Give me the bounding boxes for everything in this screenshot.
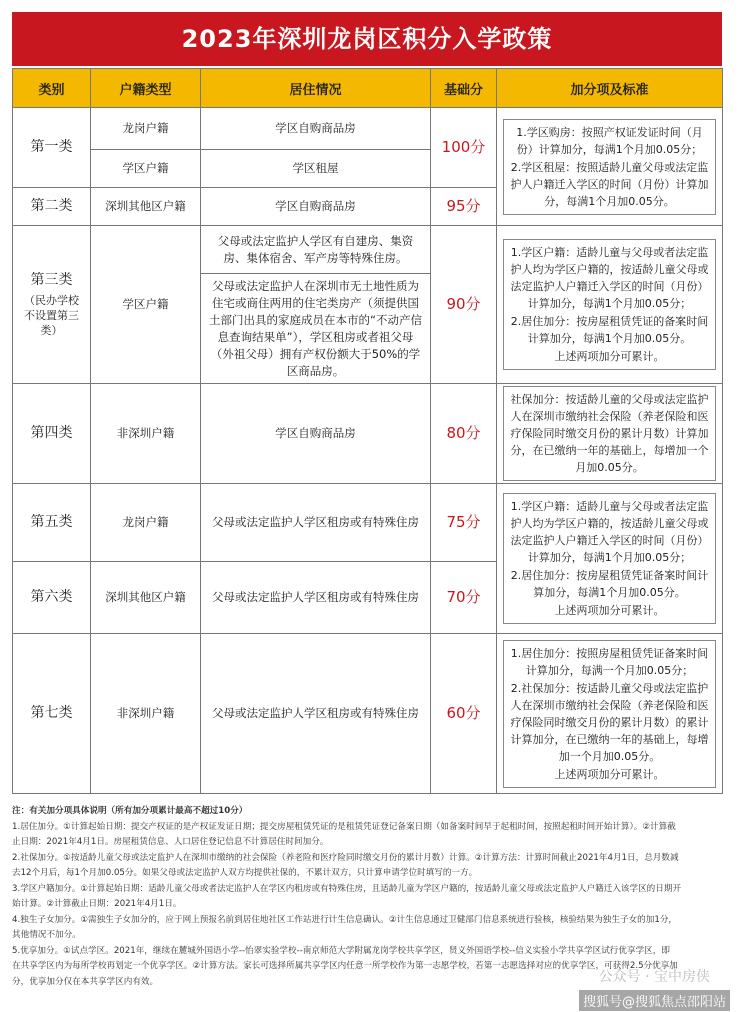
- notes-line: 在共享学区内为每所学校再划定一个优享学区。②计算方法。家长可选择所属共享学区内任意一所学校作为第一志愿学校，若第一志愿选择对应的优享学区，可获得2.5分优享加: [12, 961, 678, 971]
- score-cell: 75分: [431, 484, 497, 562]
- table-row: [13, 634, 723, 794]
- residence-cell: 学区自购商品房: [201, 384, 431, 484]
- hukou-cell: 深圳其他区户籍: [91, 562, 201, 634]
- hukou-cell: 非深圳户籍: [91, 634, 201, 794]
- header-category: 类别: [13, 69, 91, 108]
- notes-line: 1.居住加分。①计算起始日期：提交产权证的是产权证发证日期；提交房屋租赁凭证的是租赁凭证登记备案日期（如备案时间早于起租时间，按照起租时间开始计算）。②计算截: [12, 821, 676, 832]
- category-6: 第六类: [13, 562, 91, 634]
- hukou-cell: 深圳其他区户籍: [91, 188, 201, 226]
- bonus-item: 社保加分：按适龄儿童的父母或法定监护人在深圳市缴纳社会保险（养老保险和医疗保险同时缴交月份的累计月数）计算加分，在已缴纳一年的基础上，每增加一个月加0.05分。: [510, 393, 709, 474]
- table-row: [13, 484, 723, 562]
- residence-cell: 学区自购商品房: [201, 188, 431, 226]
- residence-cell: 父母或法定监护人学区租房或有特殊住房: [201, 484, 431, 562]
- bonus-item: 2.社保加分：按适龄儿童父母或法定监护人在深圳市缴纳社会保险（养老保险和医疗保险同时缴交月份的累计月数）的累计计算加分，在已缴纳一年的基础上，每增加一个月加0.05分。: [510, 681, 709, 763]
- residence-cell: 父母或法定监护人学区有自建房、集资房、集体宿舍、军产房等特殊住房。: [201, 226, 431, 274]
- score-cell: 80分: [431, 384, 497, 484]
- score-cell: 70分: [431, 562, 497, 634]
- header-bonus: 加分项及标准: [497, 69, 723, 108]
- bonus-box: [503, 493, 716, 624]
- category-label: 第三类: [30, 271, 73, 288]
- residence-cell: 学区自购商品房: [201, 108, 431, 150]
- category-note: （民办学校不设置第三类）: [24, 293, 79, 337]
- notes-line: 始计算。②计算截止日期：2021年4月1日。: [12, 899, 182, 909]
- page-title: 2023年深圳龙岗区积分入学政策: [12, 12, 722, 66]
- bonus-box: [503, 239, 716, 370]
- hukou-cell: 学区户籍: [91, 226, 201, 384]
- bonus-item: 上述两项加分可累计。: [554, 350, 665, 363]
- policy-table: [12, 68, 723, 794]
- score-cell: 60分: [431, 634, 497, 794]
- category-3: [13, 226, 91, 384]
- table-header-row: [13, 69, 723, 108]
- table-row: [13, 108, 723, 150]
- bonus-item: 1.学区购房：按照产权证发证时间（月份）计算加分，每满1个月加0.05分；: [516, 125, 703, 156]
- header-hukou: 户籍类型: [91, 69, 201, 108]
- bonus-cell: [497, 484, 723, 634]
- table-row: [13, 226, 723, 274]
- residence-cell: 父母或法定监护人学区租房或有特殊住房: [201, 562, 431, 634]
- notes-heading: 注：有关加分项具体说明（所有加分项累计最高不超过10分）: [12, 806, 248, 816]
- bonus-item: 2.学区租屋：按照适龄儿童父母或法定监护人户籍迁入学区的时间（月份）计算加分，每满1个月加0.05分。: [510, 160, 709, 208]
- bonus-box: [503, 386, 716, 481]
- bonus-item: 2.居住加分：按房屋租赁凭证备案时间计算加分，每满1个月加0.05分。: [510, 569, 709, 599]
- bonus-item: 上述两项加分可累计。: [554, 604, 665, 617]
- hukou-cell: 非深圳户籍: [91, 384, 201, 484]
- bonus-item: 上述两项加分可累计。: [554, 767, 665, 781]
- score-cell: 90分: [431, 226, 497, 384]
- residence-cell: 学区租屋: [201, 150, 431, 188]
- notes-section: [12, 804, 724, 990]
- residence-cell: 父母或法定监护人学区租房或有特殊住房: [201, 634, 431, 794]
- bonus-item: 1.学区户籍：适龄儿童与父母或者法定监护人均为学区户籍的，按适龄儿童父母或法定监护人户籍迁入学区的时间（月份）计算加分，每满1个月加0.05分；: [510, 246, 709, 310]
- notes-line: 4.独生子女加分。①需独生子女加分的，应于网上预报名前到居住地社区工作站进行计生信息确认。②计生信息通过卫健部门信息系统进行验核，核验结果为独生子女的加1分，: [12, 914, 678, 925]
- bonus-box: [503, 119, 716, 215]
- header-residence: 居住情况: [201, 69, 431, 108]
- category-5: 第五类: [13, 484, 91, 562]
- category-1: 第一类: [13, 108, 91, 188]
- bonus-cell: [497, 108, 723, 226]
- notes-line: 止日期：2021年4月1日。房屋租赁信息、人口居住登记信息不计算居住时间加分。: [12, 837, 329, 847]
- bonus-cell: [497, 634, 723, 794]
- hukou-cell: 龙岗户籍: [91, 484, 201, 562]
- notes-line: 分，优享加分仅在本共享学区内有效。: [12, 976, 159, 987]
- score-cell: 95分: [431, 188, 497, 226]
- bonus-item: 1.居住加分：按照房屋租赁凭证备案时间计算加分，每满一个月加0.05分；: [510, 646, 709, 677]
- bonus-cell: [497, 226, 723, 384]
- category-7: 第七类: [13, 634, 91, 794]
- category-2: 第二类: [13, 188, 91, 226]
- category-4: 第四类: [13, 384, 91, 484]
- hukou-cell: 学区户籍: [91, 150, 201, 188]
- bonus-box: [503, 640, 716, 788]
- bonus-cell: [497, 384, 723, 484]
- notes-line: 5.优享加分。①试点学区。2021年，继续在麓城外国语小学--怡翠实验学校--南京师范大学附属龙岗学校共享学区，贤义外国语学校--信义实验小学共享学区试行优享学区，即: [12, 945, 670, 956]
- notes-line: 其他情况不加分。: [12, 930, 81, 940]
- notes-line: 去12个月后，每1个月加0.05分。如果父母或法定监护人双方均提供社保的，不累计双方，只计算申请学位时填写的一方。: [12, 868, 478, 878]
- hukou-cell: 龙岗户籍: [91, 108, 201, 150]
- bonus-item: 2.居住加分：按房屋租赁凭证的备案时间计算加分，每满1个月加0.05分。: [510, 315, 709, 345]
- notes-line: 3.学区户籍加分。①计算起始日期：适龄儿童父母或者法定监护人在学区内租房或有特殊住房，且适龄儿童为学区户籍的，按适龄儿童父母或法定监护人户籍迁入该学区的日期开: [12, 883, 682, 894]
- bonus-item: 1.学区户籍：适龄儿童与父母或者法定监护人均为学区户籍的，按适龄儿童父母或法定监护人户籍迁入学区的时间（月份）计算加分，每满1个月加0.05分；: [510, 500, 709, 564]
- watermark-sohu: 搜狐号@搜狐焦点邵阳站: [579, 990, 730, 1011]
- notes-line: 2.社保加分。①按适龄儿童父母或法定监护人在深圳市缴纳的社会保险（养老险和医疗险同时缴交月份的累计月数）计算。②计算方法：计算时间截止2021年4月1日，总月数减: [12, 852, 679, 863]
- header-base-score: 基础分: [431, 69, 497, 108]
- watermark-wechat: 公众号 · 宝中房侠: [598, 969, 710, 985]
- residence-cell: 父母或法定监护人在深圳市无土地性质为住宅或商住两用的住宅类房产（须提供国土部门出具的家庭成员在本市的“不动产信息查询结果单”），学区租房或者祖父母（外祖父母）拥有产权份额大于50%的学区商品房。: [201, 274, 431, 384]
- score-cell: 100分: [431, 108, 497, 188]
- table-row: [13, 384, 723, 484]
